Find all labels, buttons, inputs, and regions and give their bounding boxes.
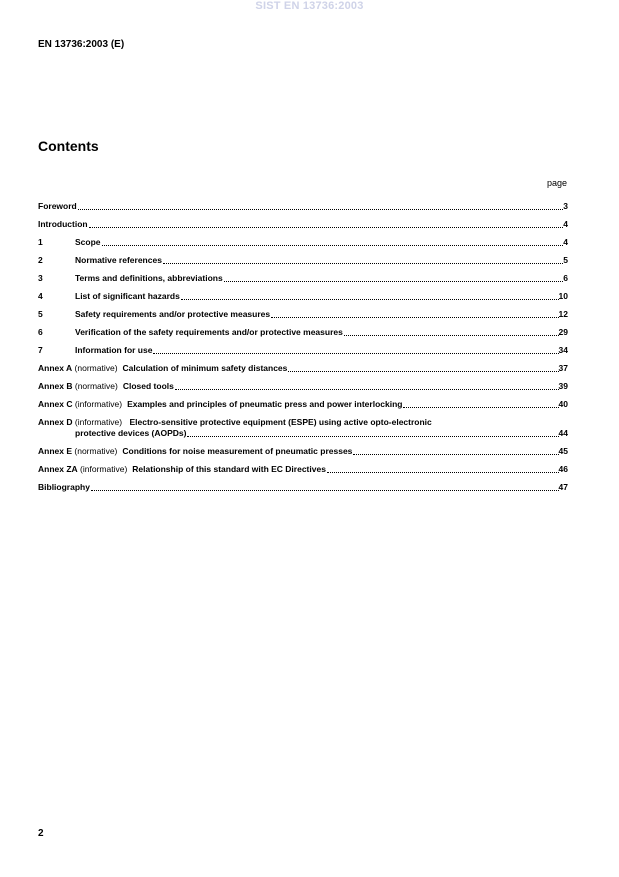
toc-entry-terms[interactable] bbox=[38, 266, 568, 284]
toc-entry-page: 37 bbox=[558, 363, 568, 373]
annex-kind: (informative) bbox=[74, 399, 123, 409]
annex-id: Annex ZA bbox=[38, 464, 78, 474]
toc-entry-title: Examples and principles of pneumatic press and power interlocking bbox=[127, 399, 403, 409]
toc-entry-page: 12 bbox=[558, 309, 568, 319]
page-column-label: page bbox=[546, 178, 567, 188]
annex-kind: (informative) bbox=[80, 464, 128, 474]
document-id: EN 13736:2003 (E) bbox=[38, 39, 125, 50]
dot-leader bbox=[89, 226, 564, 228]
toc-entry-annex-c[interactable] bbox=[38, 392, 568, 410]
toc-entry-title: Terms and definitions, abbreviations bbox=[75, 273, 223, 283]
toc-entry-bibliography[interactable] bbox=[38, 475, 568, 493]
toc-entry-number: 1 bbox=[38, 237, 43, 247]
toc-entry-title: Normative references bbox=[75, 255, 162, 265]
toc-entry-title: Safety requirements and/or protective measures bbox=[75, 309, 271, 319]
toc-entry-annex-d[interactable] bbox=[38, 410, 568, 439]
toc-entry-number: 6 bbox=[38, 327, 43, 337]
toc-entry-annex-b[interactable] bbox=[38, 374, 568, 392]
annex-kind: (informative) bbox=[74, 417, 123, 427]
dot-leader bbox=[327, 471, 559, 473]
toc-entry-page: 45 bbox=[558, 446, 568, 456]
toc-entry-normative-references[interactable] bbox=[38, 248, 568, 266]
toc-entry-number: 7 bbox=[38, 345, 43, 355]
toc-entry-number: 5 bbox=[38, 309, 43, 319]
dot-leader bbox=[344, 334, 559, 336]
annex-id: Annex E bbox=[38, 446, 73, 456]
toc-entry-foreword[interactable] bbox=[38, 194, 568, 212]
dot-leader bbox=[187, 435, 558, 437]
toc-entry-title: Information for use bbox=[75, 345, 153, 355]
annex-id: Annex B bbox=[38, 381, 73, 391]
toc-entry-title: List of significant hazards bbox=[75, 291, 180, 301]
toc-entry-title: Scope bbox=[75, 237, 101, 247]
toc-entry-safety-requirements[interactable] bbox=[38, 302, 568, 320]
dot-leader bbox=[175, 388, 559, 390]
dot-leader bbox=[91, 489, 559, 491]
toc-entry-page: 47 bbox=[558, 482, 568, 492]
toc-entry-page: 3 bbox=[563, 201, 568, 211]
dot-leader bbox=[271, 316, 558, 318]
dot-leader bbox=[181, 298, 559, 300]
toc-entry-page: 4 bbox=[563, 219, 568, 229]
toc-entry-number: 3 bbox=[38, 273, 43, 283]
dot-leader bbox=[78, 208, 564, 210]
page-number: 2 bbox=[38, 828, 44, 839]
toc-entry-page: 34 bbox=[558, 345, 568, 355]
toc-entry-title: Relationship of this standard with EC Directives bbox=[132, 464, 326, 474]
toc-entry-introduction[interactable] bbox=[38, 212, 568, 230]
toc-entry-scope[interactable] bbox=[38, 230, 568, 248]
toc-entry-title: Verification of the safety requirements and/or protective measures bbox=[75, 327, 343, 337]
toc-entry-page: 39 bbox=[558, 381, 568, 391]
toc-entry-title: Introduction bbox=[38, 219, 88, 229]
annex-kind: (normative) bbox=[74, 363, 118, 373]
toc-entry-title: Bibliography bbox=[38, 482, 90, 492]
annex-id: Annex A bbox=[38, 363, 73, 373]
toc-entry-verification[interactable] bbox=[38, 320, 568, 338]
dot-leader bbox=[163, 262, 563, 264]
annex-id: Annex D bbox=[38, 417, 73, 427]
toc-entry-annex-a[interactable] bbox=[38, 356, 568, 374]
toc-entry-title-continued: protective devices (AOPDs) bbox=[75, 428, 187, 438]
toc-entry-annex-za[interactable] bbox=[38, 457, 568, 475]
dot-leader bbox=[353, 453, 558, 455]
toc-entry-information-for-use[interactable] bbox=[38, 338, 568, 356]
toc-entry-page: 4 bbox=[563, 237, 568, 247]
toc-entry-page: 40 bbox=[558, 399, 568, 409]
annex-kind: (normative) bbox=[74, 381, 118, 391]
toc-entry-number: 4 bbox=[38, 291, 43, 301]
toc-entry-title: Conditions for noise measurement of pneumatic presses bbox=[122, 446, 353, 456]
toc-entry-page: 10 bbox=[558, 291, 568, 301]
toc-entry-page: 5 bbox=[563, 255, 568, 265]
dot-leader bbox=[288, 370, 558, 372]
watermark: SIST EN 13736:2003 bbox=[255, 0, 364, 12]
toc-entry-page: 6 bbox=[563, 273, 568, 283]
toc-entry-page: 46 bbox=[558, 464, 568, 474]
toc-entry-page: 44 bbox=[558, 428, 568, 438]
toc-entry-number: 2 bbox=[38, 255, 43, 265]
annex-kind: (normative) bbox=[74, 446, 118, 456]
dot-leader bbox=[102, 244, 564, 246]
dot-leader bbox=[224, 280, 564, 282]
toc-entry-annex-e[interactable] bbox=[38, 439, 568, 457]
toc-entry-title: Closed tools bbox=[122, 381, 174, 391]
dot-leader bbox=[403, 406, 558, 408]
annex-id: Annex C bbox=[38, 399, 73, 409]
toc-entry-page: 29 bbox=[558, 327, 568, 337]
dot-leader bbox=[153, 352, 558, 354]
toc-entry-title: Foreword bbox=[38, 201, 77, 211]
table-of-contents bbox=[38, 194, 568, 493]
toc-entry-title: Electro-sensitive protective equipment (ESPE) using active opto-electronic bbox=[129, 417, 432, 427]
toc-entry-title: Calculation of minimum safety distances bbox=[122, 363, 288, 373]
contents-heading: Contents bbox=[38, 138, 99, 154]
toc-entry-hazards[interactable] bbox=[38, 284, 568, 302]
